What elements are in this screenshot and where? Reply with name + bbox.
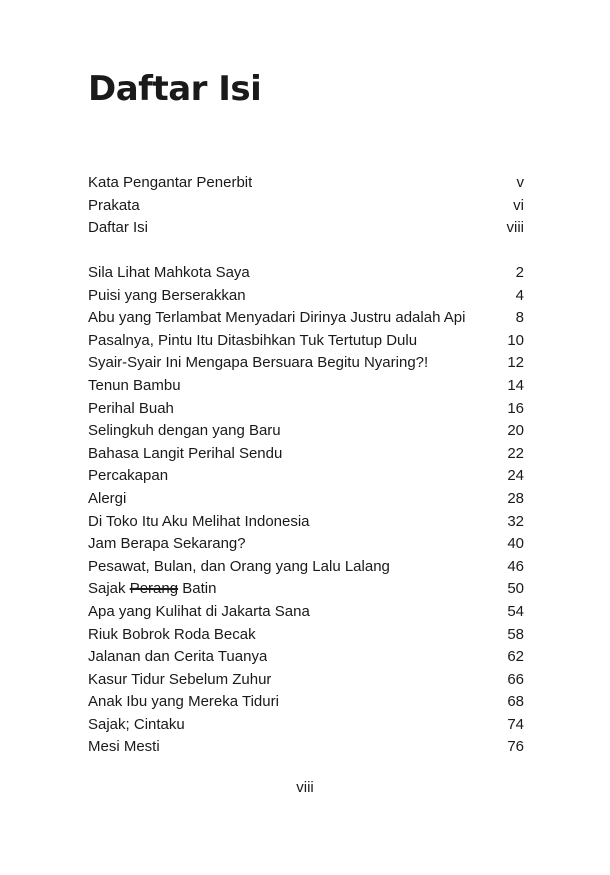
toc-entry [88,736,524,759]
toc-entry-title: Daftar Isi [88,219,149,237]
toc-entry-title: Abu yang Terlambat Menyadari Dirinya Justru adalah Api [88,309,466,327]
toc-entry [88,352,524,375]
toc-entry [88,714,524,737]
toc-entry [88,398,524,421]
toc-entry-page: 68 [507,693,524,711]
toc-entry-title: Kata Pengantar Penerbit [88,174,253,191]
toc-entry [88,511,524,534]
toc-entry-page: 10 [507,331,524,349]
struck-through-word: Perang [129,580,179,598]
toc-entry-page: 58 [507,625,524,643]
toc-entry [88,172,524,195]
toc-entry-page: 24 [507,467,524,485]
toc-entry [88,285,524,308]
toc-entry [88,420,524,443]
toc-entry-title: Perihal Buah [88,399,174,417]
toc-entry-page: 12 [507,354,524,372]
toc-entry [88,533,524,556]
toc-entry-page: v [516,174,524,191]
toc-entry-page: 2 [515,264,524,281]
page-title: Daftar Isi [88,69,262,109]
toc-entry-title: Tenun Bambu [88,376,181,394]
toc-entry-page: 32 [507,512,524,530]
toc-entry [88,601,524,624]
toc-entry-page: 66 [507,670,524,688]
toc-entry [88,624,524,647]
toc-entry-page: 14 [507,376,524,394]
toc-entry [88,195,524,218]
toc-entry-title: Jalanan dan Cerita Tuanya [88,648,268,666]
page-number: viii [296,779,314,796]
toc-entry-title: Di Toko Itu Aku Melihat Indonesia [88,512,310,530]
toc-entry [88,691,524,714]
toc-entry-page: 28 [507,489,524,507]
toc-entry [88,556,524,579]
toc-entry-title: Bahasa Langit Perihal Sendu [88,444,283,462]
contents-list [88,262,524,759]
toc-entry-page: 20 [507,422,524,440]
toc-entry-page: 76 [507,738,524,756]
toc-entry-title: Sajak; Cintaku [88,715,185,733]
toc-entry-page: 50 [507,580,524,598]
toc-entry-title: Prakata [88,196,140,214]
toc-entry-title: Mesi Mesti [88,738,160,756]
toc-entry-title: Anak Ibu yang Mereka Tiduri [88,693,279,711]
toc-entry-page: 40 [507,535,524,553]
toc-entry [88,488,524,511]
toc-entry [88,330,524,353]
toc-entry-title: Apa yang Kulihat di Jakarta Sana [88,602,310,620]
toc-entry [88,646,524,669]
toc-entry-title: Riuk Bobrok Roda Becak [88,625,256,643]
toc-entry [88,578,524,601]
toc-entry-title: Percakapan [88,467,169,485]
toc-entry-page: 4 [515,286,524,304]
toc-entry [88,375,524,398]
toc-entry [88,307,524,330]
toc-entry [88,465,524,488]
toc-entry-title [88,578,216,601]
toc-entry-title: Jam Berapa Sekarang? [88,535,246,553]
toc-entry [88,262,524,285]
toc-entry-title: Pasalnya, Pintu Itu Ditasbihkan Tuk Tertutup Dulu [88,331,418,349]
toc-entry-page: 74 [507,715,524,733]
toc-entry [88,443,524,466]
toc-entry-title: Sila Lihat Mahkota Saya [88,264,250,281]
toc-entry-page: 16 [507,399,524,417]
toc-entry-title-suffix: Batin [182,580,217,598]
toc-entry-page: 8 [515,309,524,327]
toc-entry-title: Syair-Syair Ini Mengapa Bersuara Begitu Nyaring?! [88,354,429,372]
toc-entry-title: Alergi [88,489,127,507]
toc-entry-page: 22 [507,444,524,462]
toc-entry-page: vi [513,196,524,214]
toc-entry [88,669,524,692]
toc-entry-title: Selingkuh dengan yang Baru [88,422,281,440]
toc-entry-page: viii [506,219,524,237]
toc-entry-page: 46 [507,557,524,575]
toc-entry-page: 62 [507,648,524,666]
front-matter-list [88,172,524,240]
toc-entry [88,217,524,240]
toc-entry-title: Kasur Tidur Sebelum Zuhur [88,670,272,688]
toc-entry-title: Puisi yang Berserakkan [88,286,246,304]
toc-entry-title-prefix: Sajak [88,580,126,598]
toc-entry-page: 54 [507,602,524,620]
toc-entry-title: Pesawat, Bulan, dan Orang yang Lalu Lalang [88,557,390,575]
